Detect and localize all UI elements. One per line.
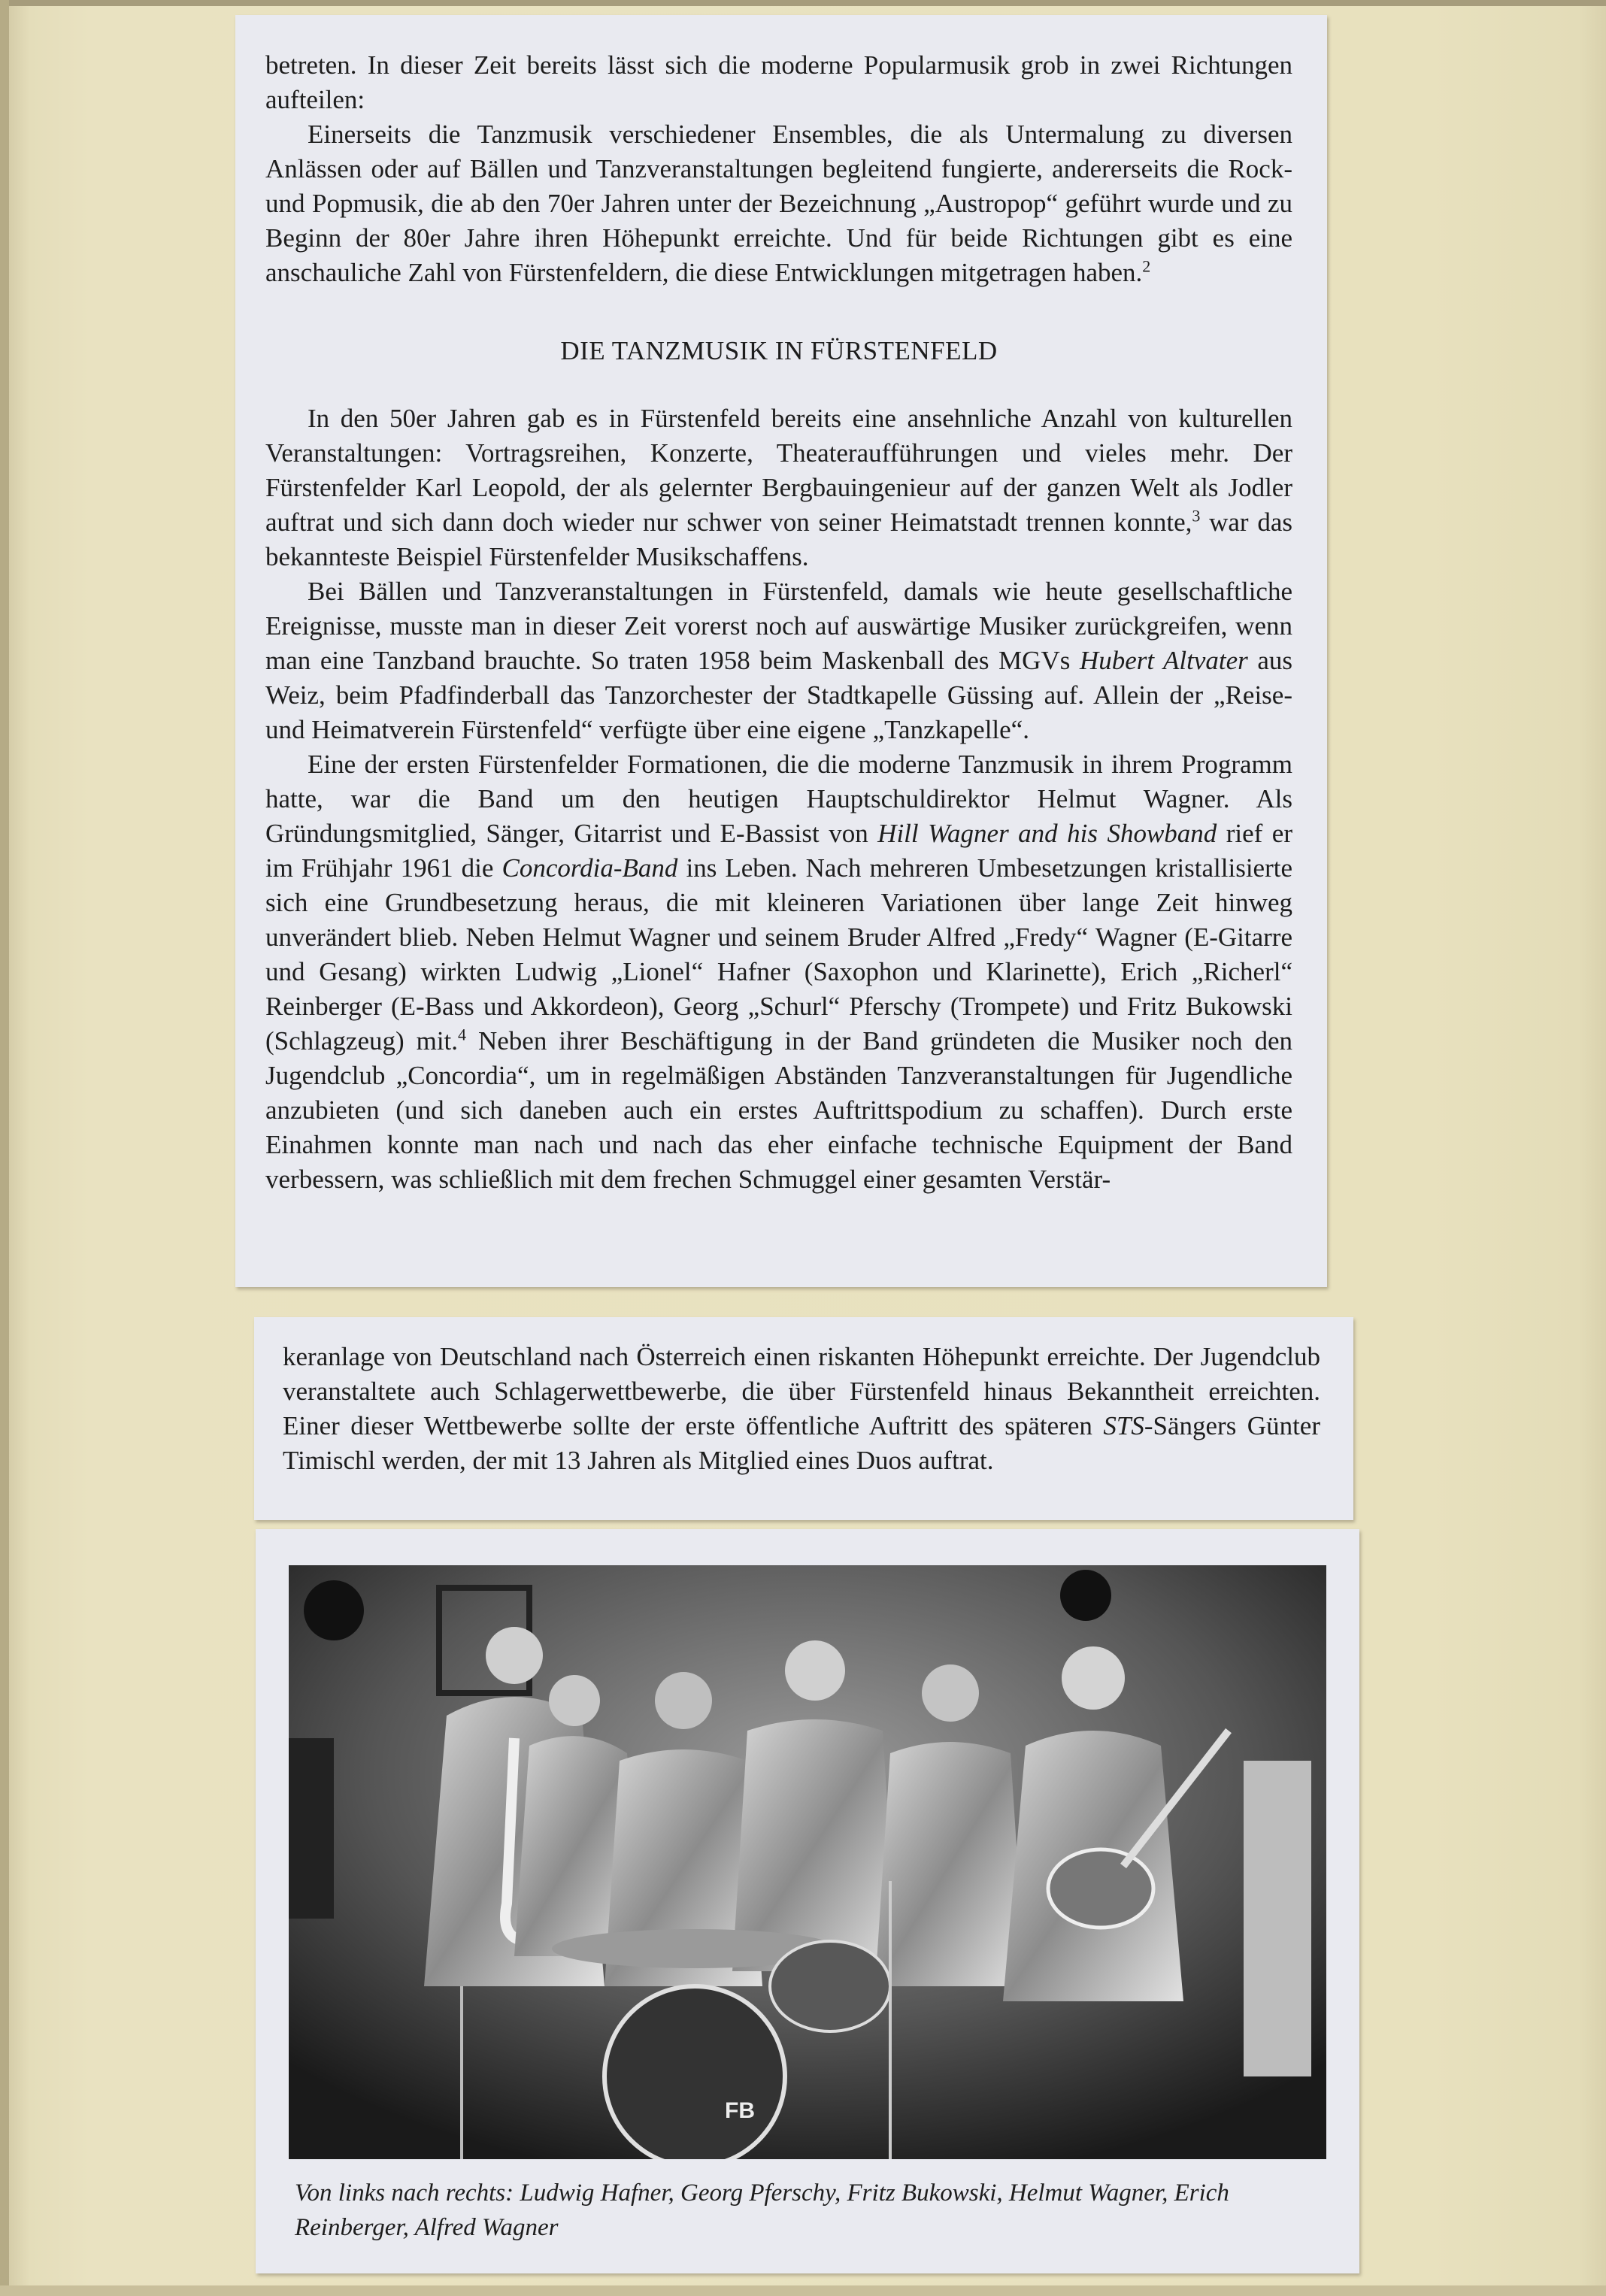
wall-disc-left xyxy=(304,1580,364,1640)
bass-drum xyxy=(605,1986,785,2159)
paragraph-two-directions xyxy=(265,117,1292,290)
footnote-marker-4: 4 xyxy=(458,1025,467,1044)
band-photo-illustration xyxy=(289,1565,1326,2159)
page-bottom-edge xyxy=(0,2285,1606,2296)
paragraph-concordia-text-a: Eine der ersten Fürstenfelder Formationen, die die moderne Tanzmusik in ihrem Programm hatte, war die Band um den heutigen Hauptschuldirektor Helmut Wagner. Als Gründungsmitglied, Sänger, Gitarrist und E-Bassist von xyxy=(265,750,1292,848)
wall-radiator xyxy=(1244,1761,1311,2076)
band-name-sts: STS xyxy=(1103,1411,1144,1440)
paragraph-intro xyxy=(265,48,1292,117)
paragraph-balls-text-a: Bei Bällen und Tanzveranstaltungen in Fürstenfeld, damals wie heute gesellschaftliche Ereignisse, musste man in dieser Zeit vorerst noch auf auswärtige Musiker zurückgreifen, wenn man eine Tanzband brauchte. So traten 1958 beim Maskenball des MGVs xyxy=(265,577,1292,675)
paragraph-fifties-text-a: In den 50er Jahren gab es in Fürstenfeld bereits eine ansehnliche Anzahl von kulturellen Veranstaltungen: Vortragsreihen, Konzerte, Theateraufführungen und vieles mehr. Der Fürstenfelder Karl Leopold, der als gelernter Bergbauingenieur auf der ganzen Welt als Jodler auftrat und sich dann doch wieder nur schwer von seiner Heimatstadt trennen konnte, xyxy=(265,404,1292,537)
page-top-edge xyxy=(0,0,1606,6)
paragraph-continuation-text-a: keranlage von Deutschland nach Österreich einen riskanten Höhepunkt erreichte. Der Jugendclub veranstaltete auch Schlagerwettbewerbe, die über Fürstenfeld hinaus Bekanntheit erreichten. Einer dieser Wettbewerbe sollte der erste öffentliche Auftritt des späteren xyxy=(283,1342,1320,1440)
paragraph-concordia xyxy=(265,747,1292,1197)
drum-logo: FB xyxy=(725,2098,755,2123)
article-text-column xyxy=(265,48,1292,1197)
paragraph-two-directions-text: Einerseits die Tanzmusik verschiedener Ensembles, die als Untermalung zu diversen Anlässen oder auf Bällen und Tanzveranstaltungen begleitend fungierte, andererseits die Rock- und Popmusik, die ab den 70er Jahren unter der Bezeichnung „Austropop“ geführt wurde und zu Beginn der 80er Jahre ihren Höhepunkt erreichte. Und für beide Richtungen gibt es eine anschauliche Zahl von Fürstenfeldern, die diese Entwicklungen mitgetragen haben. xyxy=(265,120,1292,287)
paragraph-fifties xyxy=(265,401,1292,574)
photo-clipping xyxy=(256,1529,1359,2273)
band-name-concordia: Concordia-Band xyxy=(501,853,678,883)
band-name-hill-wagner: Hill Wagner and his Showband xyxy=(877,819,1217,848)
paragraph-continuation xyxy=(283,1340,1320,1478)
paragraph-concordia-text-c: ins Leben. Nach mehreren Umbesetzungen kristallisierte sich eine Grundbesetzung heraus, die mit kleineren Variationen über lange Zeit hinweg unverändert blieb. Neben Helmut Wagner und seinem Bruder Alfred „Fredy“ Wagner (E-Gitarre und Gesang) wirkten Ludwig „Lionel“ Hafner (Saxophon und Klarinette), Erich „Richerl“ Reinberger (E-Bass und Akkordeon), Georg „Schurl“ Pferschy (Trompete) und Fritz Bukowski (Schlagzeug) mit. xyxy=(265,853,1292,1056)
footnote-marker-3: 3 xyxy=(1192,506,1201,526)
article-clipping-continuation xyxy=(254,1317,1353,1520)
footnote-marker-2: 2 xyxy=(1142,256,1151,276)
paragraph-balls-text-b: aus Weiz, beim Pfadfinderball das Tanzorchester der Stadtkapelle Güssing auf. Allein der „Reise- und Heimatverein Fürstenfeld“ verfügte über eine eigene „Tanzkapelle“. xyxy=(265,646,1292,744)
paragraph-fifties-text-b: war das bekannteste Beispiel Fürstenfelder Musikschaffens. xyxy=(265,507,1292,571)
paragraph-balls xyxy=(265,574,1292,747)
article-clipping-main xyxy=(235,15,1327,1287)
band-name-altvater: Hubert Altvater xyxy=(1079,646,1248,675)
amplifier-left xyxy=(289,1738,334,1919)
band-photo xyxy=(289,1565,1326,2159)
wall-disc-right xyxy=(1060,1570,1111,1621)
paragraph-continuation-text-b: -Sängers Günter Timischl werden, der mit 13 Jahren als Mitglied eines Duos auftrat. xyxy=(283,1411,1321,1475)
paragraph-concordia-text-d: Neben ihrer Beschäftigung in der Band gründeten die Musiker noch den Jugendclub „Concordia“, um in regelmäßigen Abständen Tanzveranstaltungen für Jugendliche anzubieten (und sich daneben auch ein erstes Auftrittspodium zu schaffen). Durch erste Einahmen konnte man nach und nach das eher einfache technische Equipment der Band verbessern, was schließlich mit dem frechen Schmuggel einer gesamten Verstär- xyxy=(265,1026,1292,1194)
section-heading: DIE TANZMUSIK IN FÜRSTENFELD xyxy=(560,336,998,365)
paragraph-intro-text: betreten. In dieser Zeit bereits lässt sich die moderne Popularmusik grob in zwei Richtungen aufteilen: xyxy=(265,50,1292,114)
album-spine xyxy=(0,0,9,2296)
paragraph-concordia-text-b: rief er im Frühjahr 1961 die xyxy=(265,819,1292,883)
continuation-text-column xyxy=(283,1340,1320,1478)
photo-caption: Von links nach rechts: Ludwig Hafner, Georg Pferschy, Fritz Bukowski, Helmut Wagner, Erich Reinberger, Alfred Wagner xyxy=(295,2179,1229,2241)
